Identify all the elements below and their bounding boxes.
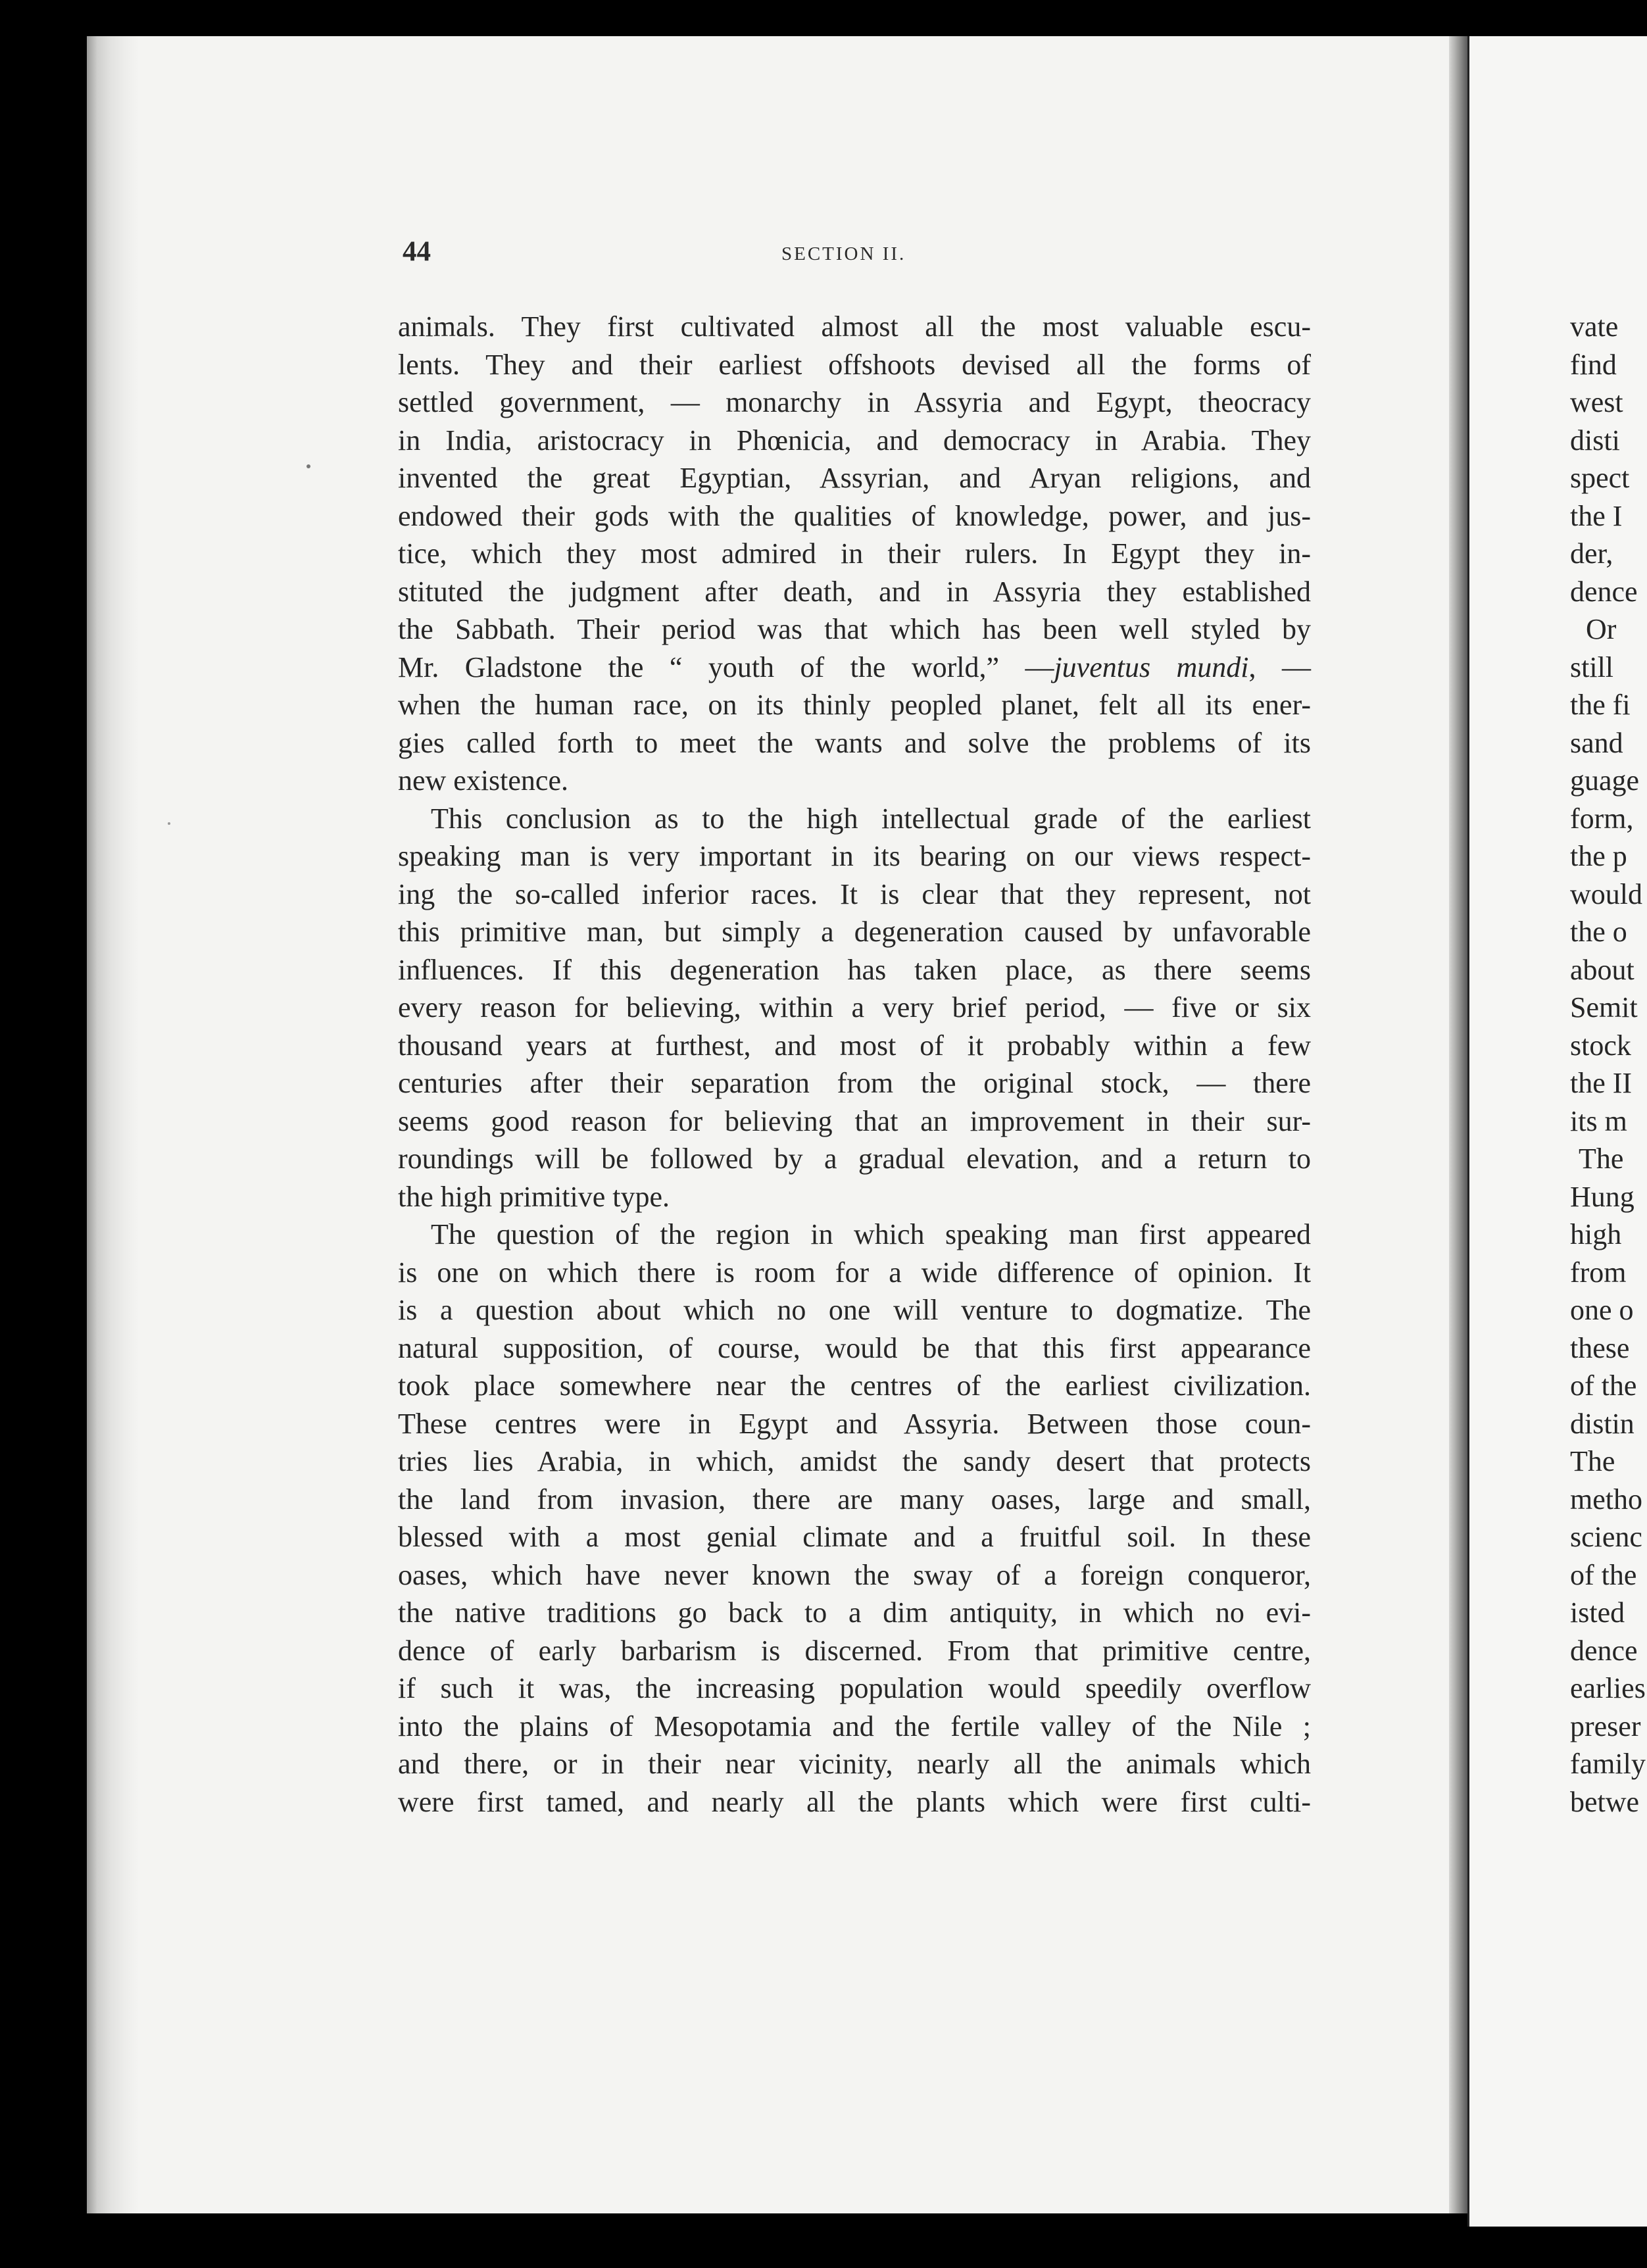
- right-page-fragment: of the: [1570, 1369, 1637, 1402]
- page-edge-shadow: [87, 36, 139, 2213]
- text-line: the high primitive type.: [398, 1180, 670, 1213]
- right-page-fragment: disti: [1570, 424, 1620, 456]
- text-line: the Sabbath. Their period was that which has been well styled by: [398, 613, 1311, 645]
- right-page-fragment: about: [1570, 953, 1635, 986]
- italic-phrase: juventus mundi: [1054, 651, 1249, 683]
- right-page-fragment: betwe: [1570, 1785, 1640, 1818]
- right-page-fragment: Semit: [1570, 991, 1638, 1023]
- right-page-fragment: one o: [1570, 1294, 1634, 1326]
- text-line: centuries after their separation from the original stock, — there: [398, 1067, 1311, 1099]
- right-page-fragment: preser: [1570, 1710, 1641, 1742]
- gutter-line: [1467, 36, 1469, 2227]
- right-page-fragment: the I: [1570, 499, 1623, 532]
- right-page-fragment: would: [1570, 877, 1642, 910]
- right-page-fragment: the II: [1570, 1067, 1633, 1099]
- right-page-fragment: metho: [1570, 1483, 1642, 1516]
- right-page-fragment: The: [1570, 1445, 1615, 1477]
- text-line: endowed their gods with the qualities of knowledge, power, and jus-: [398, 499, 1311, 532]
- right-page-fragment: the o: [1570, 916, 1627, 948]
- right-page-fragment: vate: [1570, 310, 1619, 343]
- text-line: influences. If this degeneration has taken place, as there seems: [398, 953, 1311, 986]
- right-page-fragment: these: [1570, 1331, 1630, 1364]
- text-line: and there, or in their near vicinity, nearly all the animals which: [398, 1748, 1311, 1780]
- right-page-fragment: form,: [1570, 802, 1634, 835]
- text-line: new existence.: [398, 764, 568, 797]
- right-page-fragment: spect: [1570, 462, 1630, 494]
- text-line: if such it was, the increasing population would speedily overflow: [398, 1672, 1311, 1704]
- right-page-fragment: der,: [1570, 537, 1613, 570]
- right-page-fragment: the p: [1570, 840, 1627, 872]
- text-line: blessed with a most genial climate and a fruitful soil. In these: [398, 1521, 1311, 1553]
- right-page-fragment: earlies: [1570, 1672, 1646, 1704]
- text-line: every reason for believing, within a very brief period, — five or six: [398, 991, 1311, 1023]
- text-line: into the plains of Mesopotamia and the fertile valley of the Nile ;: [398, 1710, 1311, 1742]
- right-page-fragment: dence: [1570, 575, 1638, 608]
- right-page-fragment: family: [1570, 1748, 1646, 1780]
- text-line: seems good reason for believing that an improvement in their sur-: [398, 1104, 1311, 1137]
- text-line: stituted the judgment after death, and in Assyria they established: [398, 575, 1311, 608]
- text-line: animals. They first cultivated almost all the most valuable escu-: [398, 310, 1311, 343]
- text-line: These centres were in Egypt and Assyria. Between those coun-: [398, 1407, 1311, 1440]
- text-line: were first tamed, and nearly all the plants which were first culti-: [398, 1785, 1311, 1818]
- right-page-fragment: The: [1579, 1143, 1624, 1175]
- text-line: the land from invasion, there are many oases, large and small,: [398, 1483, 1311, 1516]
- text-line: Mr. Gladstone the “ youth of the world,” —juventus mundi, —: [398, 651, 1311, 683]
- text-line: when the human race, on its thinly peopled planet, felt all its ener-: [398, 689, 1311, 721]
- body-text: [398, 308, 1311, 1821]
- running-head: SECTION II.: [781, 243, 906, 264]
- right-page-fragment: stock: [1570, 1029, 1631, 1062]
- text-line: lents. They and their earliest offshoots devised all the forms of: [398, 348, 1311, 381]
- right-page-fragment: Hung: [1570, 1180, 1635, 1213]
- text-line: roundings will be followed by a gradual elevation, and a return to: [398, 1143, 1311, 1175]
- right-page-fragment: still: [1570, 651, 1614, 683]
- right-page-fragment: of the: [1570, 1558, 1637, 1591]
- right-page-fragment: west: [1570, 386, 1623, 418]
- paper-speck: [168, 822, 170, 825]
- right-page-text-fragments: [1570, 308, 1647, 1821]
- text-line: the native traditions go back to a dim antiquity, in which no evi-: [398, 1596, 1311, 1629]
- text-line: is one on which there is room for a wide difference of opinion. It: [398, 1256, 1311, 1289]
- right-page-fragment: isted: [1570, 1596, 1625, 1629]
- text-line: thousand years at furthest, and most of it probably within a few: [398, 1029, 1311, 1062]
- text-line: invented the great Egyptian, Assyrian, and Aryan religions, and: [398, 462, 1311, 494]
- text-line: tice, which they most admired in their rulers. In Egypt they in-: [398, 537, 1311, 570]
- text-line: ing the so-called inferior races. It is clear that they represent, not: [398, 877, 1311, 910]
- text-line: speaking man is very important in its bearing on our views respect-: [398, 840, 1311, 872]
- text-line: dence of early barbarism is discerned. From that primitive centre,: [398, 1634, 1311, 1667]
- book-gutter: [1449, 36, 1467, 2213]
- right-page-fragment: Or: [1586, 613, 1617, 645]
- text-line: gies called forth to meet the wants and solve the problems of its: [398, 726, 1311, 759]
- page-header: [0, 235, 1647, 275]
- right-page-fragment: find: [1570, 348, 1617, 381]
- text-line: oases, which have never known the sway of a foreign conqueror,: [398, 1558, 1311, 1591]
- text-line: is a question about which no one will venture to dogmatize. The: [398, 1294, 1311, 1326]
- text-line: this primitive man, but simply a degeneration caused by unfavorable: [398, 916, 1311, 948]
- page-number: 44: [403, 236, 431, 267]
- right-page-fragment: from: [1570, 1256, 1627, 1289]
- right-page-fragment: its m: [1570, 1104, 1627, 1137]
- text-line: The question of the region in which speaking man first appeared: [431, 1218, 1311, 1250]
- right-page-fragment: guage: [1570, 764, 1640, 797]
- paper-speck: [307, 464, 310, 468]
- right-page-fragment: dence: [1570, 1634, 1638, 1667]
- right-page-fragment: high: [1570, 1218, 1622, 1250]
- right-page-fragment: the fi: [1570, 689, 1631, 721]
- text-line: in India, aristocracy in Phœnicia, and democracy in Arabia. They: [398, 424, 1311, 456]
- text-line: settled government, — monarchy in Assyria and Egypt, theocracy: [398, 386, 1311, 418]
- text-line: took place somewhere near the centres of the earliest civilization.: [398, 1369, 1311, 1402]
- text-line: This conclusion as to the high intellectual grade of the earliest: [431, 802, 1311, 835]
- right-page-fragment: sand: [1570, 726, 1623, 759]
- right-page-fragment: scienc: [1570, 1521, 1642, 1553]
- text-line: tries lies Arabia, in which, amidst the sandy desert that protects: [398, 1445, 1311, 1477]
- right-page-fragment: distin: [1570, 1407, 1635, 1440]
- text-line: natural supposition, of course, would be that this first appearance: [398, 1331, 1311, 1364]
